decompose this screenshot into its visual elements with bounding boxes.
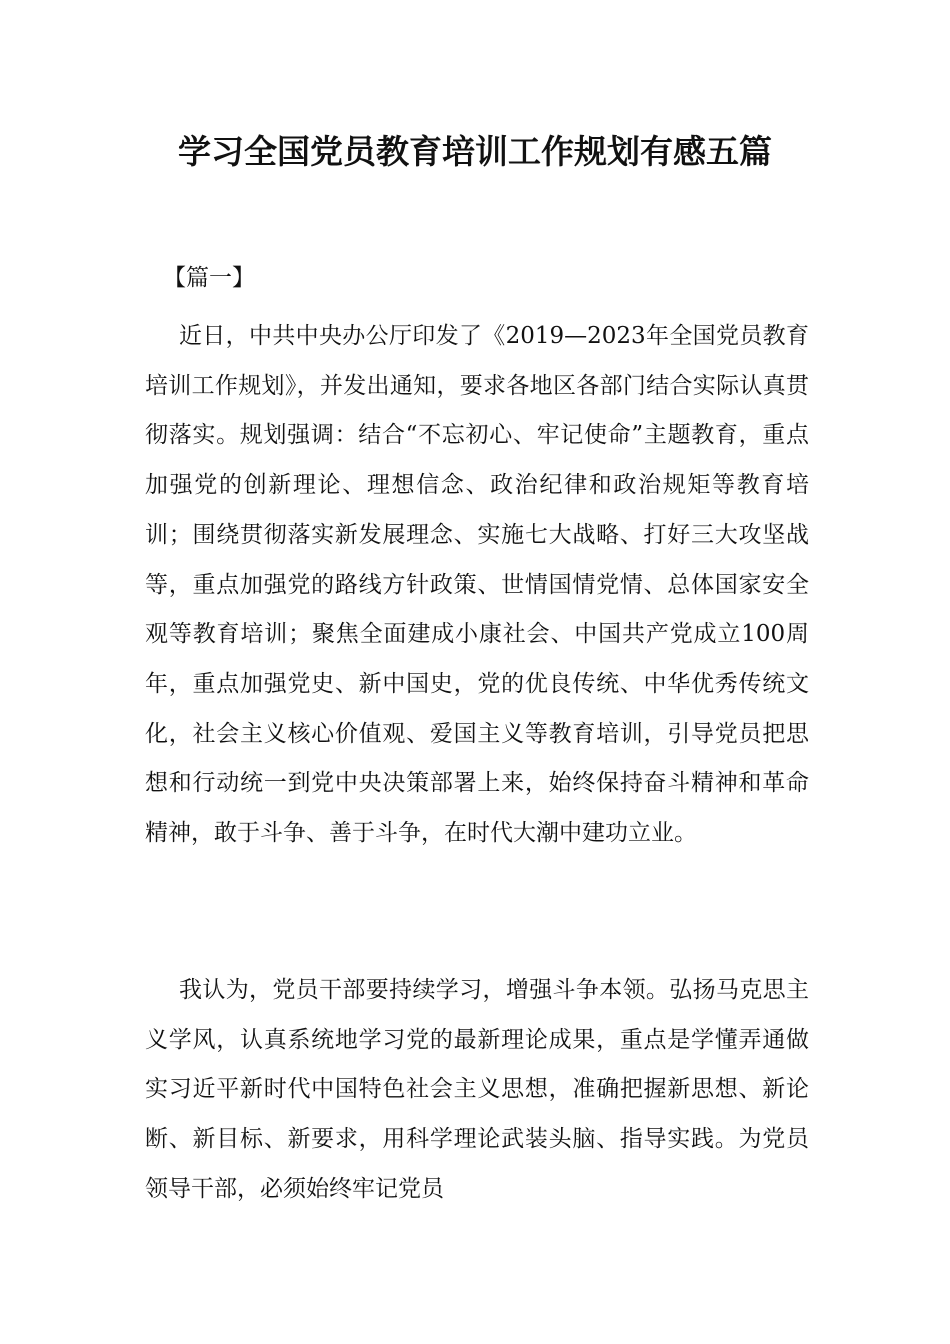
paragraph-1: 近日，中共中央办公厅印发了《2019—2023年全国党员教育培训工作规划》，并发出通知，要求各地区各部门结合实际认真贯彻落实。规划强调：结合“不忘初心、牢记使命”主题教育，重点加强党的创新理论、理想信念、政治纪律和政治规矩等教育培训；围绕贯彻落实新发展理念、实施七大战略、打好三大攻坚战等，重点加强党的路线方针政策、世情国情党情、总体国家安全观等教育培训；聚焦全面建成小康社会、中国共产党成立100周年，重点加强党史、新中国史，党的优良传统、中华优秀传统文化，社会主义核心价值观、爱国主义等教育培训，引导党员把思想和行动统一到党中央决策部署上来，始终保持奋斗精神和革命精神，敢于斗争、善于斗争，在时代大潮中建功立业。: [145, 323, 809, 847]
document-title: 学习全国党员教育培训工作规划有感五篇: [178, 132, 772, 171]
section-label: 【篇一】: [163, 265, 255, 291]
paragraph-2: 我认为，党员干部要持续学习，增强斗争本领。弘扬马克思主义学风，认真系统地学习党的最新理论成果，重点是学懂弄通做实习近平新时代中国特色社会主义思想，准确把握新思想、新论断、新目标、新要求，用科学理论武装头脑、指导实践。为党员领导干部，必须始终牢记党员: [145, 977, 809, 1202]
